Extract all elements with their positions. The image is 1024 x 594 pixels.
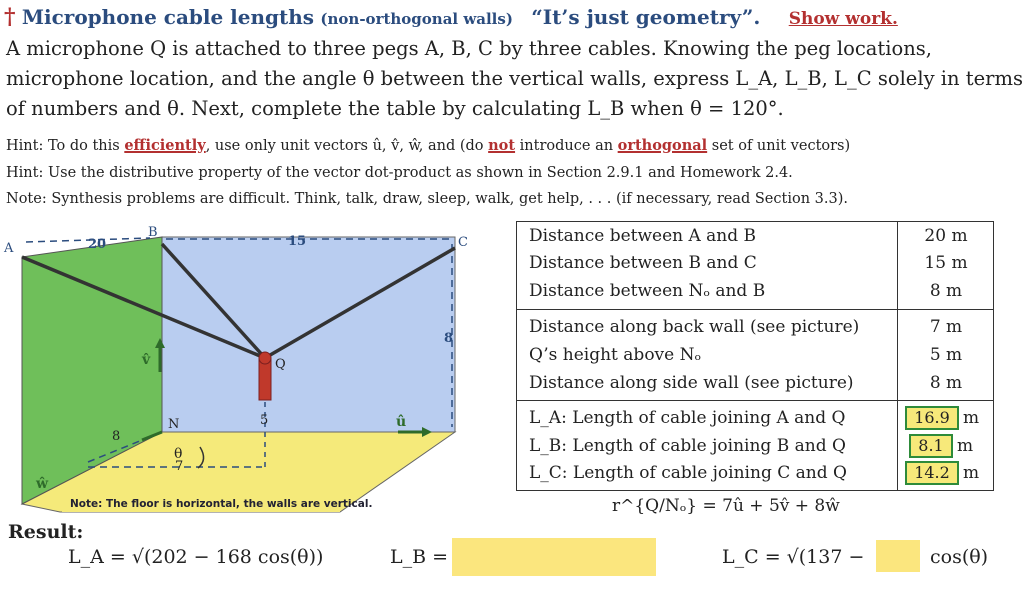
- hint-1: Hint: To do this efficiently, use only unit vectors û, v̂, ŵ, and (do not introduce an orthogonal set of unit vectors): [6, 137, 851, 154]
- label-ab-20: 20: [88, 237, 107, 252]
- label-q: Q: [275, 357, 286, 372]
- answer-box-lc[interactable]: 14.2: [905, 461, 959, 485]
- table-value: 8 m: [929, 281, 963, 301]
- table-row: Distance between B and C: [529, 253, 757, 273]
- result-lc-prefix: L_C = √(137 −: [722, 546, 865, 568]
- label-side-8: 8: [112, 429, 121, 444]
- label-a: A: [4, 241, 14, 256]
- geometry-diagram: [0, 222, 510, 518]
- label-q-height-5: 5: [260, 413, 269, 428]
- v-hat-icon: v̂: [142, 352, 151, 368]
- result-label: Result:: [8, 521, 84, 543]
- table-row: Q’s height above Nₒ: [529, 345, 702, 365]
- answer-box-la[interactable]: 16.9: [905, 406, 959, 430]
- hint-efficiently: efficiently: [124, 137, 206, 154]
- label-no: N: [168, 417, 180, 432]
- page-title: [4, 4, 898, 30]
- problem-line-2: microphone location, and the angle θ between the vertical walls, express L_A, L_B, L_C solely in terms: [6, 67, 1023, 90]
- table-row: L_B: Length of cable joining B and Q: [529, 436, 846, 456]
- label-bc-15: 15: [288, 234, 307, 249]
- lc-coefficient-field[interactable]: [876, 540, 920, 572]
- label-b: B: [148, 225, 158, 240]
- label-c-height-8: 8: [444, 331, 454, 346]
- lb-answer-field[interactable]: [452, 538, 656, 576]
- table-value: 15 m: [924, 253, 968, 273]
- table-row: L_A: Length of cable joining A and Q: [529, 408, 846, 428]
- cross-icon: †: [4, 4, 16, 30]
- problem-line-1: A microphone Q is attached to three pegs A, B, C by three cables. Knowing the peg locations,: [6, 37, 933, 60]
- table-row: Distance along side wall (see picture): [529, 373, 854, 393]
- answer-unit: m: [963, 408, 980, 428]
- title-sub: (non-orthogonal walls): [320, 10, 513, 28]
- hint-orthogonal: orthogonal: [617, 137, 708, 154]
- result-la: L_A = √(202 − 168 cos(θ)): [68, 546, 324, 568]
- label-theta: θ: [174, 446, 183, 462]
- table-row: Distance along back wall (see picture): [529, 317, 860, 337]
- hint-not: not: [488, 137, 516, 154]
- answer-box-lb[interactable]: 8.1: [909, 434, 953, 458]
- label-c: C: [458, 235, 468, 250]
- problem-line-3: of numbers and θ. Next, complete the table by calculating L_B when θ = 120°.: [6, 97, 784, 120]
- answer-unit: m: [957, 436, 974, 456]
- position-vector: r^{Q/Nₒ} = 7û + 5v̂ + 8ŵ: [612, 496, 840, 516]
- data-table: [516, 221, 994, 491]
- hint-2: Hint: Use the distributive property of the vector dot-product as shown in Section 2.9.1 and Homework 2.4.: [6, 165, 793, 181]
- table-row: Distance between A and B: [529, 226, 757, 246]
- table-value: 7 m: [929, 317, 963, 337]
- table-row: Distance between Nₒ and B: [529, 281, 766, 301]
- table-value: 20 m: [924, 226, 968, 246]
- table-row: L_C: Length of cable joining C and Q: [529, 463, 847, 483]
- label-back-7: 7: [175, 459, 184, 474]
- answer-unit: m: [963, 463, 980, 483]
- note-synthesis: Note: Synthesis problems are difficult. Think, talk, draw, sleep, walk, get help, . . . (if necessary, read Section 3.3).: [6, 191, 848, 207]
- diagram-note: Note: The floor is horizontal, the walls are vertical.: [70, 498, 373, 510]
- microphone-head: [259, 352, 271, 364]
- title-quote: “It’s just geometry”.: [531, 5, 761, 29]
- table-value: 8 m: [929, 373, 963, 393]
- title-main: Microphone cable lengths: [21, 5, 315, 29]
- show-work-link[interactable]: Show work.: [788, 9, 898, 29]
- w-hat-icon: ŵ: [36, 476, 49, 492]
- result-lc-suffix: cos(θ): [930, 546, 989, 568]
- result-lb-prefix: L_B =: [390, 546, 449, 568]
- table-value: 5 m: [929, 345, 963, 365]
- u-hat-icon: û: [396, 414, 407, 430]
